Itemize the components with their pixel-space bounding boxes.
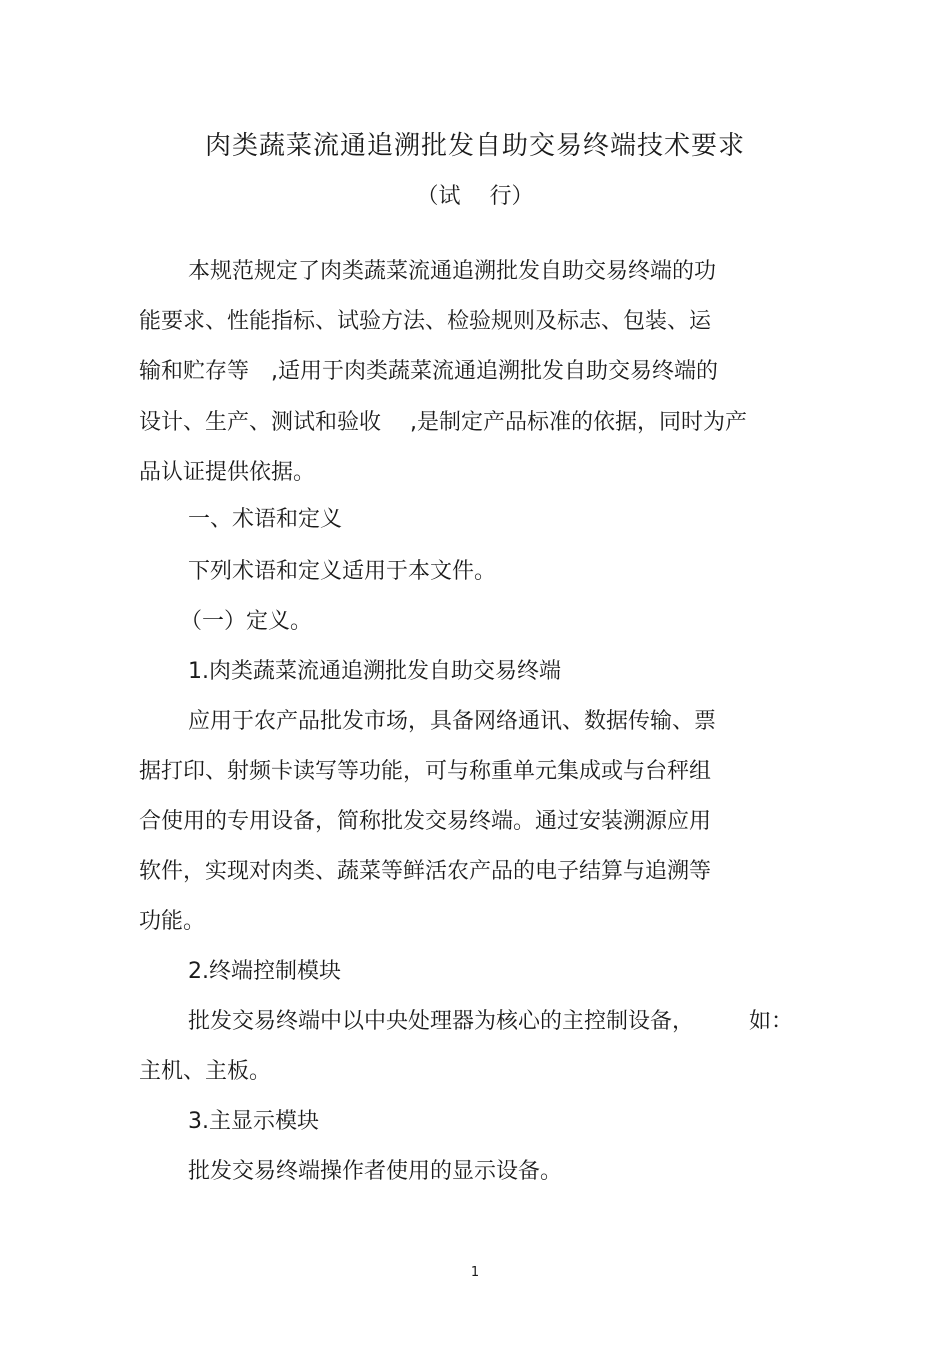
term-heading: 2.终端控制模块	[188, 959, 341, 984]
subsection-heading: （一）定义。	[180, 609, 313, 634]
paragraph-line: 下列术语和定义适用于本文件。	[188, 559, 497, 584]
paragraph-line: 批发交易终端操作者使用的显示设备。	[188, 1159, 563, 1184]
paragraph-line: 合使用的专用设备，简称批发交易终端。通过安装溯源应用	[139, 809, 712, 834]
paragraph-line: 能要求、性能指标、试验方法、检验规则及标志、包装、运	[139, 309, 712, 334]
paragraph-line: 设计、生产、测试和验收 ,是制定产品标准的依据，同时为产	[139, 410, 747, 435]
paragraph-line: 主机、主板。	[139, 1059, 272, 1084]
paragraph-line: 应用于农产品批发市场，具备网络通讯、数据传输、票	[188, 709, 717, 734]
paragraph-line: 批发交易终端中以中央处理器为核心的主控制设备， 如：	[188, 1009, 794, 1034]
paragraph-line: 品认证提供依据。	[139, 460, 316, 485]
page-number: 1	[470, 1265, 480, 1280]
term-heading: 1.肉类蔬菜流通追溯批发自助交易终端	[188, 659, 561, 684]
paragraph-line: 功能。	[139, 909, 206, 934]
section-heading: 一、术语和定义	[188, 507, 343, 532]
paragraph-line: 输和贮存等 ,适用于肉类蔬菜流通追溯批发自助交易终端的	[139, 359, 718, 384]
paragraph-line: 软件，实现对肉类、蔬菜等鲜活农产品的电子结算与追溯等	[139, 859, 712, 884]
paragraph-line: 据打印、射频卡读写等功能，可与称重单元集成或与台秤组	[139, 759, 712, 784]
document-title: 肉类蔬菜流通追溯批发自助交易终端技术要求	[204, 131, 745, 161]
document-subtitle: （试 行）	[416, 184, 534, 209]
paragraph-line: 本规范规定了肉类蔬菜流通追溯批发自助交易终端的功	[188, 259, 717, 284]
term-heading: 3.主显示模块	[188, 1109, 319, 1134]
